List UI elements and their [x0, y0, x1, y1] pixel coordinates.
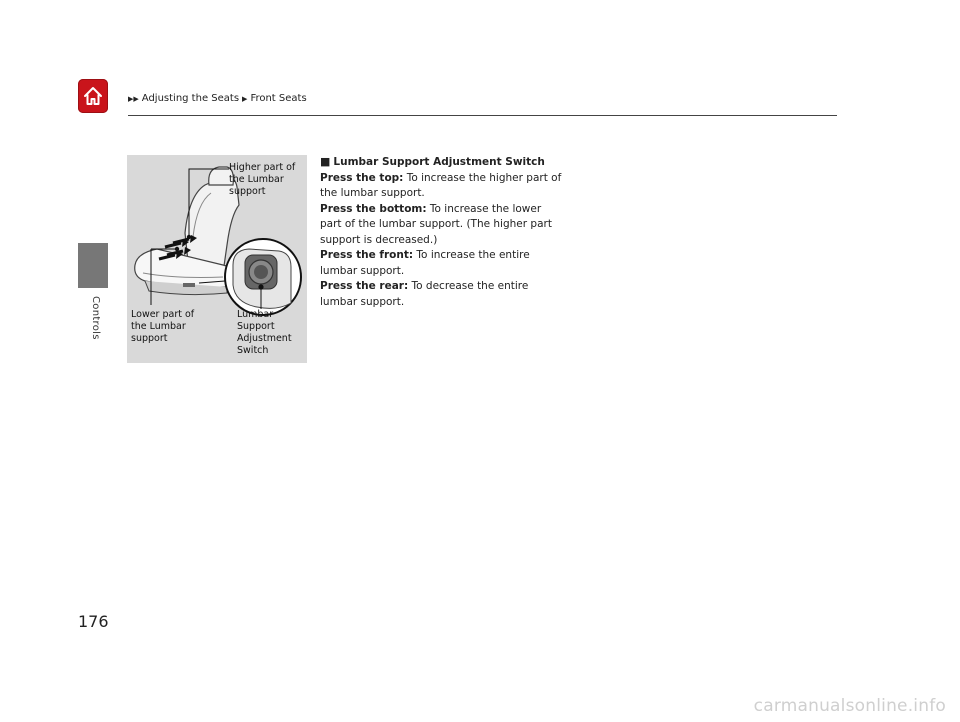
- instruction-desc: To decrease the entire lumbar support.: [320, 280, 529, 308]
- breadcrumb-arrow-icon: ▶▶: [128, 94, 139, 103]
- instruction-term: Press the front:: [320, 249, 414, 261]
- section-heading: ■ Lumbar Support Adjustment Switch: [320, 155, 545, 168]
- breadcrumb-item[interactable]: Front Seats: [250, 93, 307, 104]
- instruction-term: Press the top:: [320, 171, 404, 184]
- page-number: 176: [78, 612, 109, 631]
- seat-illustration: [127, 155, 307, 363]
- breadcrumb-item[interactable]: Adjusting the Seats: [141, 93, 240, 104]
- instruction-desc: To increase the lower part of the lumbar support. (The higher part support is decreased.): [320, 202, 552, 246]
- instruction-term: Press the rear:: [320, 280, 409, 292]
- section-content: [320, 154, 565, 310]
- watermark: carmanualsonline.info: [753, 696, 946, 716]
- breadcrumb: [128, 93, 310, 104]
- label-higher-lumbar: Higher part of the Lumbar support: [229, 162, 296, 197]
- instruction-item: [320, 171, 565, 202]
- label-lower-lumbar: Lower part of the Lumbar support: [131, 309, 195, 344]
- home-icon: [82, 85, 104, 107]
- section-tab-label: Controls: [90, 296, 101, 340]
- instruction-term: Press the bottom:: [320, 202, 427, 215]
- square-bullet-icon: ■: [320, 155, 331, 168]
- instruction-item: [320, 248, 565, 279]
- instruction-desc: To increase the entire lumbar support.: [320, 249, 530, 277]
- home-button[interactable]: [78, 79, 108, 113]
- instruction-item: [320, 279, 565, 310]
- header-divider: [128, 115, 837, 116]
- instruction-item: [320, 202, 565, 249]
- label-lumbar-switch: Lumbar Support Adjustment Switch: [237, 309, 292, 356]
- instruction-desc: To increase the higher part of the lumbar support.: [320, 171, 562, 199]
- section-tab-marker: [78, 243, 108, 288]
- breadcrumb-arrow-icon: ▶: [242, 94, 248, 103]
